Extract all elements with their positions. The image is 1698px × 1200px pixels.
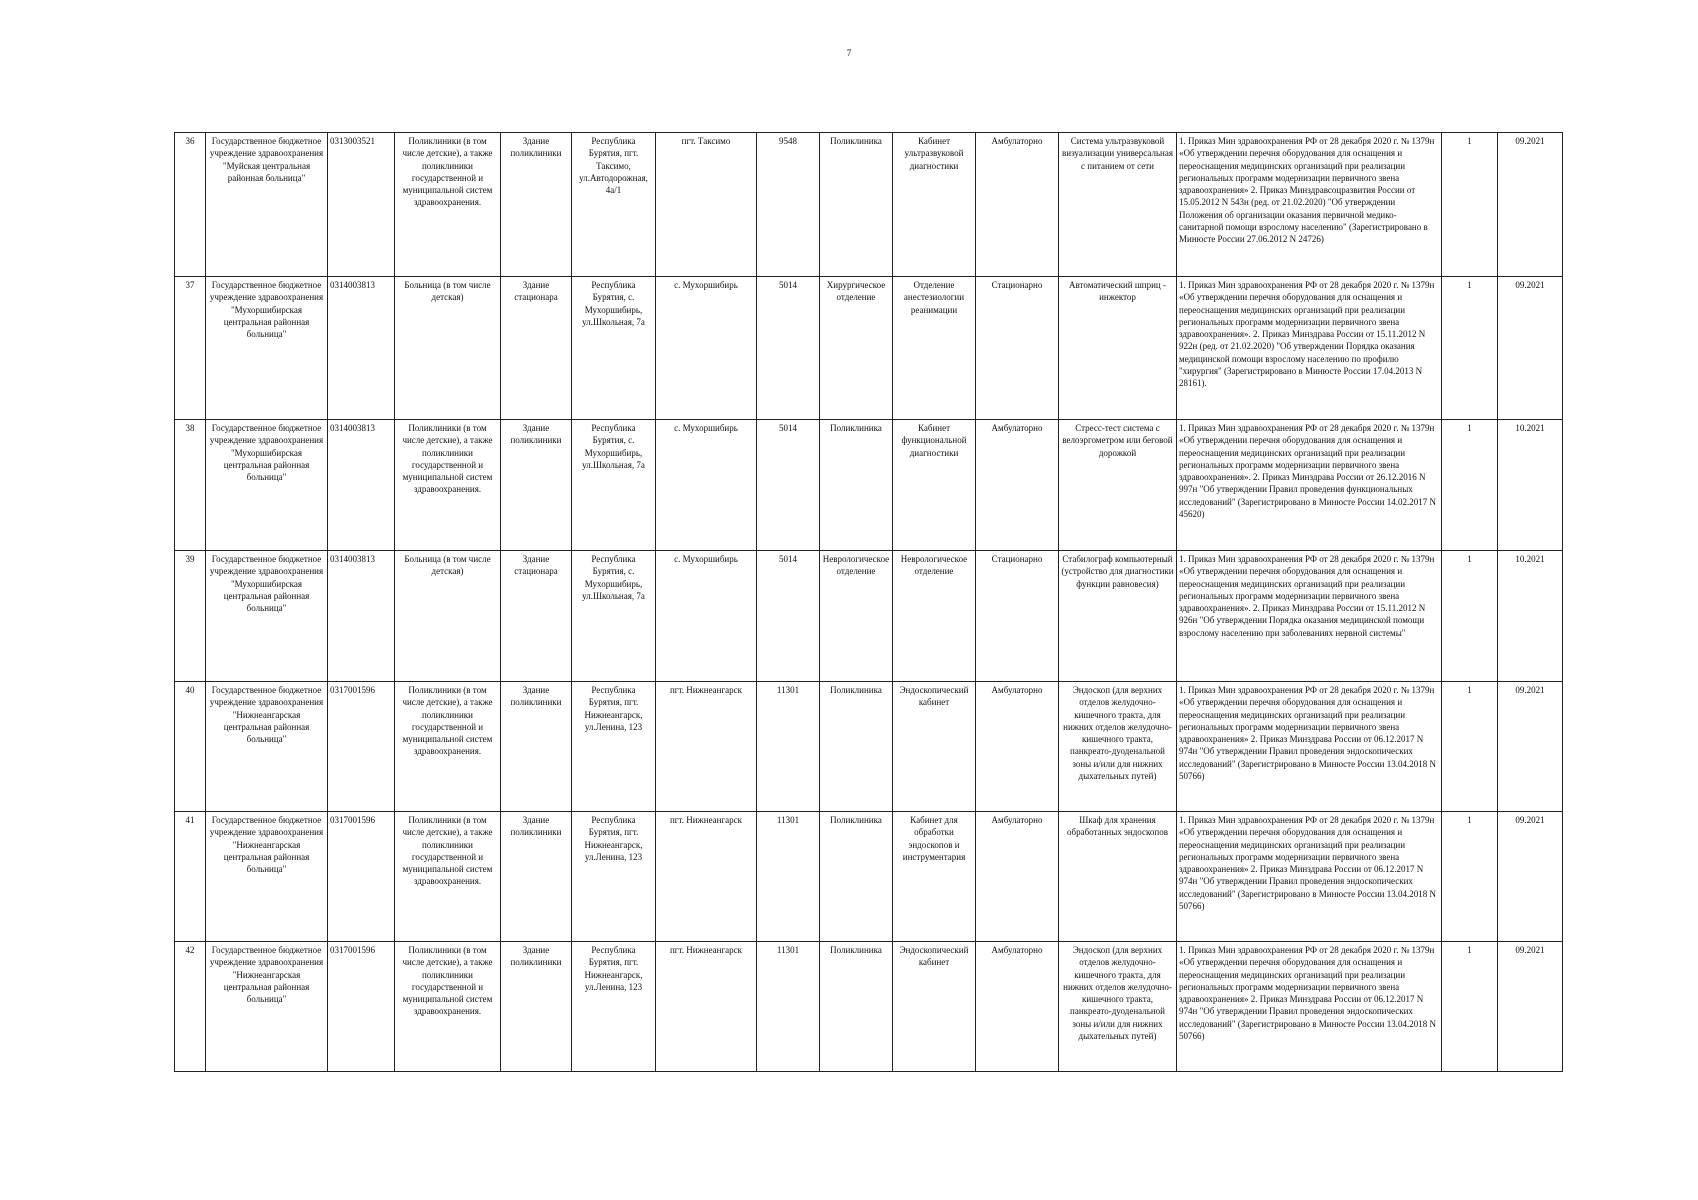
cell-department: Поликлиника xyxy=(820,942,893,1072)
cell-date: 10.2021 xyxy=(1498,420,1563,551)
cell-organization: Государственное бюджетное учреждение здравоохранения "Нижнеангарская центральная районная больница" xyxy=(206,942,328,1072)
cell-equipment: Автоматический шприц - инжектор xyxy=(1059,277,1177,420)
table-row xyxy=(175,551,1563,682)
cell-row-number: 42 xyxy=(175,942,206,1072)
cell-equipment: Стабилограф компьютерный (устройство для диагностики функции равновесия) xyxy=(1059,551,1177,682)
cell-quantity: 1 xyxy=(1442,551,1498,682)
cell-equipment: Эндоскоп (для верхних отделов желудочно-кишечного тракта, для нижних отделов желудочно-кишечного тракта, панкреато-дуоденальной зоны и/или для нижних дыхательных путей) xyxy=(1059,942,1177,1072)
table-row xyxy=(175,942,1563,1072)
cell-org-code: 0317001596 xyxy=(328,812,395,942)
cell-population: 5014 xyxy=(757,277,820,420)
cell-department: Поликлиника xyxy=(820,812,893,942)
cell-care-form: Стационарно xyxy=(976,551,1059,682)
cell-quantity: 1 xyxy=(1442,812,1498,942)
cell-legal-basis: 1. Приказ Мин здравоохранения РФ от 28 декабря 2020 г. № 1379н «Об утверждении перечня оборудования для оснащения и переоснащения медицинских организаций при реализации региональных программ модернизации первичного звена здравоохранения» 2. Приказ Минздравсоцразвития России от 15.05.2012 N 543н (ред. от 21.02.2020) "Об утверждении Положения об организации оказания первичной медико-санитарной помощи взрослому населению" (Зарегистрировано в Минюсте России 27.06.2012 N 24726) xyxy=(1177,133,1442,277)
cell-organization: Государственное бюджетное учреждение здравоохранения "Муйская центральная районная больница" xyxy=(206,133,328,277)
cell-address: Республика Бурятия, пгт. Нижнеангарск, ул.Ленина, 123 xyxy=(572,682,656,812)
cell-org-type: Поликлиники (в том числе детские), а также поликлиники государственной и муниципальной систем здравоохранения. xyxy=(395,942,501,1072)
cell-org-code: 0314003813 xyxy=(328,551,395,682)
cell-equipment: Шкаф для хранения обработанных эндоскопов xyxy=(1059,812,1177,942)
cell-date: 09.2021 xyxy=(1498,942,1563,1072)
cell-building: Здание поликлиники xyxy=(501,682,572,812)
cell-org-type: Поликлиники (в том числе детские), а также поликлиники государственной и муниципальной систем здравоохранения. xyxy=(395,133,501,277)
cell-legal-basis: 1. Приказ Мин здравоохранения РФ от 28 декабря 2020 г. № 1379н «Об утверждении перечня оборудования для оснащения и переоснащения медицинских организаций при реализации региональных программ модернизации первичного звена здравоохранения». 2. Приказ Минздрава России от 15.11.2012 N 926н "Об утверждении Порядка оказания медицинской помощи взрослому населению при заболеваниях нервной системы" xyxy=(1177,551,1442,682)
cell-locality: пгт. Таксимо xyxy=(656,133,757,277)
cell-quantity: 1 xyxy=(1442,942,1498,1072)
cell-care-form: Амбулаторно xyxy=(976,682,1059,812)
cell-equipment: Система ультразвуковой визуализации универсальная с питанием от сети xyxy=(1059,133,1177,277)
cell-org-type: Больница (в том числе детская) xyxy=(395,277,501,420)
cell-date: 10.2021 xyxy=(1498,551,1563,682)
table-row xyxy=(175,133,1563,277)
cell-building: Здание поликлиники xyxy=(501,812,572,942)
cell-unit: Кабинет для обработки эндоскопов и инструментария xyxy=(893,812,976,942)
cell-org-code: 0314003813 xyxy=(328,420,395,551)
cell-row-number: 41 xyxy=(175,812,206,942)
cell-unit: Эндоскопический кабинет xyxy=(893,682,976,812)
cell-organization: Государственное бюджетное учреждение здравоохранения "Мухоршибирская центральная районная больница" xyxy=(206,420,328,551)
cell-legal-basis: 1. Приказ Мин здравоохранения РФ от 28 декабря 2020 г. № 1379н «Об утверждении перечня оборудования для оснащения и переоснащения медицинских организаций при реализации региональных программ модернизации первичного звена здравоохранения» 2. Приказ Минздрава России от 06.12.2017 N 974н "Об утверждении Правил проведения эндоскопических исследований" (Зарегистрировано в Минюсте России 13.04.2018 N 50766) xyxy=(1177,942,1442,1072)
table-row xyxy=(175,682,1563,812)
table-row xyxy=(175,812,1563,942)
cell-legal-basis: 1. Приказ Мин здравоохранения РФ от 28 декабря 2020 г. № 1379н «Об утверждении перечня оборудования для оснащения и переоснащения медицинских организаций при реализации региональных программ модернизации первичного звена здравоохранения» 2. Приказ Минздрава России от 06.12.2017 N 974н "Об утверждении Правил проведения эндоскопических исследований" (Зарегистрировано в Минюсте России 13.04.2018 N 50766) xyxy=(1177,812,1442,942)
cell-org-type: Поликлиники (в том числе детские), а также поликлиники государственной и муниципальной систем здравоохранения. xyxy=(395,420,501,551)
cell-legal-basis: 1. Приказ Мин здравоохранения РФ от 28 декабря 2020 г. № 1379н «Об утверждении перечня оборудования для оснащения и переоснащения медицинских организаций при реализации региональных программ модернизации первичного звена здравоохранения». 2. Приказ Минздрава России от 26.12.2016 N 997н "Об утверждении Правил проведения функциональных исследований" (Зарегистрировано в Минюсте России 14.02.2017 N 45620) xyxy=(1177,420,1442,551)
cell-department: Хирургическое отделение xyxy=(820,277,893,420)
cell-care-form: Амбулаторно xyxy=(976,812,1059,942)
cell-organization: Государственное бюджетное учреждение здравоохранения "Мухоршибирская центральная районная больница" xyxy=(206,277,328,420)
cell-population: 11301 xyxy=(757,812,820,942)
cell-unit: Кабинет функциональной диагностики xyxy=(893,420,976,551)
cell-organization: Государственное бюджетное учреждение здравоохранения "Нижнеангарская центральная районная больница" xyxy=(206,812,328,942)
cell-legal-basis: 1. Приказ Мин здравоохранения РФ от 28 декабря 2020 г. № 1379н «Об утверждении перечня оборудования для оснащения и переоснащения медицинских организаций при реализации региональных программ модернизации первичного звена здравоохранения» 2. Приказ Минздрава России от 06.12.2017 N 974н "Об утверждении Правил проведения эндоскопических исследований" (Зарегистрировано в Минюсте России 13.04.2018 N 50766) xyxy=(1177,682,1442,812)
cell-row-number: 39 xyxy=(175,551,206,682)
cell-legal-basis: 1. Приказ Мин здравоохранения РФ от 28 декабря 2020 г. № 1379н «Об утверждении перечня оборудования для оснащения и переоснащения медицинских организаций при реализации региональных программ модернизации первичного звена здравоохранения». 2. Приказ Минздрава России от 15.11.2012 N 922н (ред. от 21.02.2020) "Об утверждении Порядка оказания медицинской помощи взрослому населению по профилю "хирургия" (Зарегистрировано в Минюсте России 17.04.2013 N 28161). xyxy=(1177,277,1442,420)
cell-org-code: 0314003813 xyxy=(328,277,395,420)
cell-locality: с. Мухоршибирь xyxy=(656,551,757,682)
cell-department: Неврологическое отделение xyxy=(820,551,893,682)
cell-org-type: Больница (в том числе детская) xyxy=(395,551,501,682)
table-body xyxy=(175,133,1563,1072)
cell-equipment: Эндоскоп (для верхних отделов желудочно-кишечного тракта, для нижних отделов желудочно-кишечного тракта, панкреато-дуоденальной зоны и/или для нижних дыхательных путей) xyxy=(1059,682,1177,812)
cell-population: 5014 xyxy=(757,420,820,551)
cell-quantity: 1 xyxy=(1442,682,1498,812)
cell-address: Республика Бурятия, с. Мухоршибирь, ул.Школьная, 7а xyxy=(572,551,656,682)
cell-locality: с. Мухоршибирь xyxy=(656,277,757,420)
cell-unit: Кабинет ультразвуковой диагностики xyxy=(893,133,976,277)
cell-equipment: Стресс-тест система с велоэргометром или беговой дорожкой xyxy=(1059,420,1177,551)
cell-address: Республика Бурятия, пгт. Нижнеангарск, ул.Ленина, 123 xyxy=(572,942,656,1072)
table-row xyxy=(175,277,1563,420)
cell-building: Здание стационара xyxy=(501,551,572,682)
cell-unit: Неврологическое отделение xyxy=(893,551,976,682)
cell-population: 9548 xyxy=(757,133,820,277)
cell-row-number: 37 xyxy=(175,277,206,420)
cell-organization: Государственное бюджетное учреждение здравоохранения "Мухоршибирская центральная районная больница" xyxy=(206,551,328,682)
page-number: 7 xyxy=(846,48,852,58)
cell-address: Республика Бурятия, пгт. Нижнеангарск, ул.Ленина, 123 xyxy=(572,812,656,942)
cell-row-number: 36 xyxy=(175,133,206,277)
equipment-table xyxy=(174,132,1563,1072)
cell-date: 09.2021 xyxy=(1498,277,1563,420)
cell-address: Республика Бурятия, с. Мухоршибирь, ул.Школьная, 7а xyxy=(572,420,656,551)
cell-quantity: 1 xyxy=(1442,277,1498,420)
cell-care-form: Амбулаторно xyxy=(976,133,1059,277)
cell-unit: Эндоскопический кабинет xyxy=(893,942,976,1072)
cell-locality: с. Мухоршибирь xyxy=(656,420,757,551)
cell-organization: Государственное бюджетное учреждение здравоохранения "Нижнеангарская центральная районная больница" xyxy=(206,682,328,812)
cell-org-code: 0313003521 xyxy=(328,133,395,277)
cell-department: Поликлиника xyxy=(820,682,893,812)
cell-date: 09.2021 xyxy=(1498,682,1563,812)
table-row xyxy=(175,420,1563,551)
cell-building: Здание поликлиники xyxy=(501,420,572,551)
cell-population: 11301 xyxy=(757,942,820,1072)
cell-address: Республика Бурятия, пгт. Таксимо, ул.Автодорожная, 4а/1 xyxy=(572,133,656,277)
cell-care-form: Амбулаторно xyxy=(976,420,1059,551)
cell-date: 09.2021 xyxy=(1498,812,1563,942)
cell-org-type: Поликлиники (в том числе детские), а также поликлиники государственной и муниципальной систем здравоохранения. xyxy=(395,682,501,812)
cell-row-number: 40 xyxy=(175,682,206,812)
cell-building: Здание стационара xyxy=(501,277,572,420)
cell-org-type: Поликлиники (в том числе детские), а также поликлиники государственной и муниципальной систем здравоохранения. xyxy=(395,812,501,942)
cell-locality: пгт. Нижнеангарск xyxy=(656,942,757,1072)
cell-quantity: 1 xyxy=(1442,420,1498,551)
cell-org-code: 0317001596 xyxy=(328,942,395,1072)
cell-unit: Отделение анестезиологии реанимации xyxy=(893,277,976,420)
cell-department: Поликлиника xyxy=(820,133,893,277)
cell-quantity: 1 xyxy=(1442,133,1498,277)
cell-population: 5014 xyxy=(757,551,820,682)
cell-department: Поликлиника xyxy=(820,420,893,551)
cell-care-form: Стационарно xyxy=(976,277,1059,420)
cell-date: 09.2021 xyxy=(1498,133,1563,277)
cell-building: Здание поликлиники xyxy=(501,942,572,1072)
cell-org-code: 0317001596 xyxy=(328,682,395,812)
cell-address: Республика Бурятия, с. Мухоршибирь, ул.Школьная, 7а xyxy=(572,277,656,420)
cell-building: Здание поликлиники xyxy=(501,133,572,277)
cell-locality: пгт. Нижнеангарск xyxy=(656,682,757,812)
cell-population: 11301 xyxy=(757,682,820,812)
cell-locality: пгт. Нижнеангарск xyxy=(656,812,757,942)
cell-row-number: 38 xyxy=(175,420,206,551)
cell-care-form: Амбулаторно xyxy=(976,942,1059,1072)
